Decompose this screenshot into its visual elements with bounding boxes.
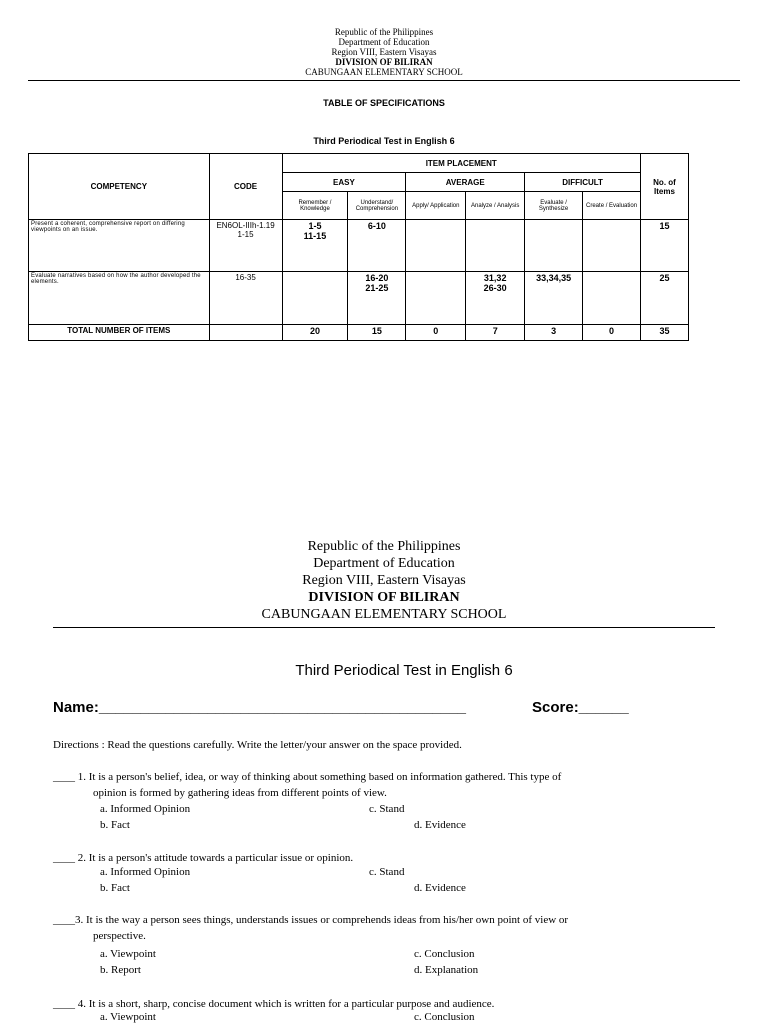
cell-create: [583, 220, 641, 272]
option-b: b. Report: [100, 964, 141, 976]
tos-title: TABLE OF SPECIFICATIONS: [323, 98, 445, 108]
question-1: [53, 769, 713, 801]
option-b: b. Fact: [100, 819, 130, 831]
question-stem: ____ 2. It is a person's attitude towards a particular issue or opinion.: [53, 852, 354, 864]
header-school: CABUNGAAN ELEMENTARY SCHOOL: [261, 607, 507, 622]
header-region: Region VIII, Eastern Visayas: [331, 47, 437, 57]
cell-evaluate: 33,34,35: [525, 272, 583, 325]
specifications-table: [28, 153, 689, 341]
header-rule: [28, 80, 740, 81]
totals-evaluate: 3: [525, 325, 583, 341]
option-a: a. Informed Opinion: [100, 803, 191, 815]
cell-total: 25: [641, 272, 689, 325]
option-a: a. Informed Opinion: [100, 866, 191, 878]
totals-create: 0: [583, 325, 641, 341]
col-header-easy: EASY: [282, 173, 406, 192]
question-stem-continued: perspective.: [93, 930, 146, 942]
cell-remember: [282, 272, 348, 325]
header-division: DIVISION OF BILIRAN: [308, 590, 460, 605]
header-division: DIVISION OF BILIRAN: [335, 57, 433, 67]
subheader-understand: Understand/ Comprehension: [348, 192, 406, 220]
document-header-large: [0, 538, 768, 623]
totals-label: TOTAL NUMBER OF ITEMS: [29, 325, 210, 341]
header-department: Department of Education: [338, 37, 430, 47]
option-c: c. Stand: [369, 803, 405, 815]
header-republic: Republic of the Philippines: [334, 27, 434, 37]
totals-code: [209, 325, 282, 341]
col-header-difficult: DIFFICULT: [525, 173, 641, 192]
tos-subtitle: Third Periodical Test in English 6: [313, 136, 455, 146]
col-header-code: CODE: [209, 154, 282, 220]
header-school: CABUNGAAN ELEMENTARY SCHOOL: [305, 67, 463, 77]
cell-value: 26-30: [483, 283, 507, 293]
cell-value: 16-20: [365, 273, 389, 283]
cell-create: [583, 272, 641, 325]
question-stem-continued: opinion is formed by gathering ideas from different points of view.: [93, 787, 387, 799]
cell-competency: Present a coherent, comprehensive report on differing viewpoints on an issue.: [29, 220, 210, 272]
cell-code-line: EN6OL-IIIh-1.19: [216, 221, 275, 230]
cell-evaluate: [525, 220, 583, 272]
cell-understand: [348, 272, 406, 325]
question-4: [53, 996, 713, 1012]
totals-total: 35: [641, 325, 689, 341]
subheader-create: Create / Evaluation: [583, 192, 641, 220]
cell-value: 1-5: [308, 221, 322, 231]
option-a: a. Viewpoint: [100, 1011, 156, 1023]
totals-remember: 20: [282, 325, 348, 341]
header-department: Department of Education: [313, 556, 455, 571]
table-row: [29, 272, 689, 325]
option-c: c. Conclusion: [414, 948, 475, 960]
option-d: d. Evidence: [414, 882, 466, 894]
option-a: a. Viewpoint: [100, 948, 156, 960]
cell-code-line: 1-15: [237, 230, 254, 239]
col-header-no-items: No. of Items: [641, 154, 689, 220]
document-header-small: [0, 27, 768, 77]
question-stem: ____3. It is the way a person sees things, understands issues or comprehends ideas from his/her own point of view or: [53, 914, 569, 926]
cell-understand: 6-10: [348, 220, 406, 272]
option-b: b. Fact: [100, 882, 130, 894]
totals-row: [29, 325, 689, 341]
cell-apply: [406, 220, 466, 272]
table-row: [29, 220, 689, 272]
name-field[interactable]: Name:____________________________________________: [53, 699, 466, 716]
col-header-average: AVERAGE: [406, 173, 525, 192]
header-rule: [53, 627, 715, 628]
subheader-apply: Apply/ Application: [406, 192, 466, 220]
question-stem: ____ 4. It is a short, sharp, concise document which is written for a particular purpose and audience.: [53, 998, 495, 1010]
totals-apply: 0: [406, 325, 466, 341]
cell-value: 11-15: [303, 231, 327, 241]
totals-analyze: 7: [466, 325, 525, 341]
col-header-item-placement: ITEM PLACEMENT: [282, 154, 641, 173]
cell-remember: [282, 220, 348, 272]
cell-apply: [406, 272, 466, 325]
header-republic: Republic of the Philippines: [307, 539, 461, 554]
subheader-evaluate: Evaluate / Synthesize: [525, 192, 583, 220]
cell-code: 16-35: [209, 272, 282, 325]
question-3: [53, 912, 713, 944]
directions: Directions : Read the questions carefully. Write the letter/your answer on the space provided.: [53, 739, 462, 751]
option-c: c. Stand: [369, 866, 405, 878]
cell-analyze: [466, 220, 525, 272]
header-region: Region VIII, Eastern Visayas: [302, 573, 466, 588]
subheader-analyze: Analyze / Analysis: [466, 192, 525, 220]
totals-understand: 15: [348, 325, 406, 341]
subheader-remember: Remember / Knowledge: [282, 192, 348, 220]
question-stem: ____ 1. It is a person's belief, idea, or way of thinking about something based on information gathered. This type of: [53, 771, 562, 783]
question-2: [53, 850, 713, 866]
cell-analyze: [466, 272, 525, 325]
cell-code: [209, 220, 282, 272]
option-d: d. Evidence: [414, 819, 466, 831]
score-field[interactable]: Score:______: [532, 699, 629, 716]
cell-total: 15: [641, 220, 689, 272]
cell-value: 21-25: [365, 283, 389, 293]
option-d: d. Explanation: [414, 964, 479, 976]
test-title: Third Periodical Test in English 6: [295, 662, 513, 679]
cell-value: 31,32: [483, 273, 507, 283]
cell-competency: Evaluate narratives based on how the author developed the elements.: [29, 272, 210, 325]
option-c: c. Conclusion: [414, 1011, 475, 1023]
col-header-competency: COMPETENCY: [29, 154, 210, 220]
